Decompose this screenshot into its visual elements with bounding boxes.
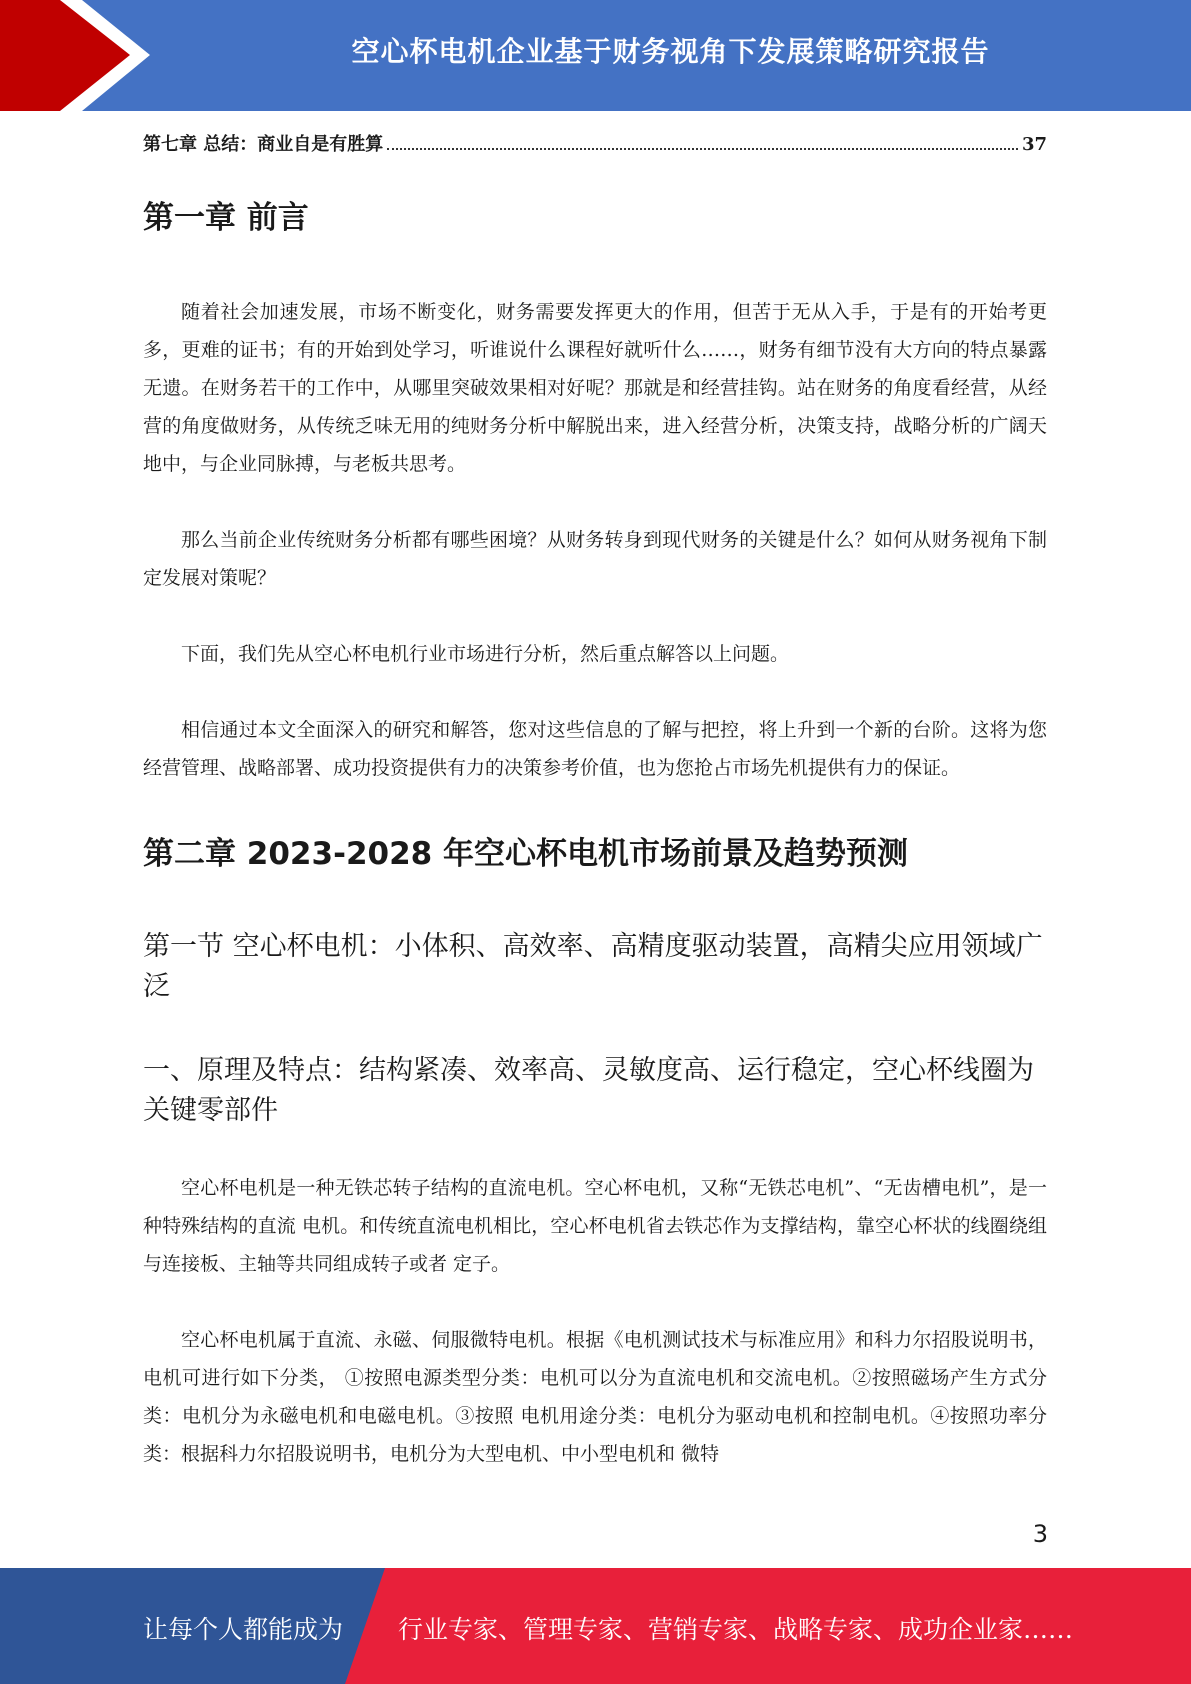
toc-entry[interactable] [143, 130, 1047, 156]
footer-slogan-right: 行业专家、管理专家、营销专家、战略专家、成功企业家…… [398, 1615, 1074, 1644]
page-number: 3 [1032, 1520, 1048, 1548]
header-red-chevron [0, 0, 160, 111]
subsection-heading: 一、原理及特点：结构紧凑、效率高、灵敏度高、运行稳定，空心杯线圈为关键零部件 [143, 1055, 1034, 1126]
chapter2-paragraph: 空心杯电机属于直流、永磁、伺服微特电机。根据《电机测试技术与标准应用》和科力尔招股说明书，电机可进行如下分类， ①按照电源类型分类：电机可以分为直流电机和交流电机。②按照磁场产生方式分类：电机分为永磁电机和电磁电机。③按照 电机用途分类：电机分为驱动电机和控制电机。④按照功率分类：根据科力尔招股说明书，电机分为大型电机、中小型电机和 微特 [143, 1329, 1047, 1465]
toc-entry-label: 第七章 总结：商业自是有胜算 [143, 134, 384, 155]
document-body [143, 195, 1047, 1473]
section-heading: 第一节 空心杯电机：小体积、高效率、高精度驱动装置，高精尖应用领域广泛 [143, 931, 1043, 1002]
chapter1-paragraph: 相信通过本文全面深入的研究和解答，您对这些信息的了解与把控，将上升到一个新的台阶。这将为您经营管理、战略部署、成功投资提供有力的决策参考价值，也为您抢占市场先机提供有力的保证。 [143, 719, 1047, 779]
chapter1-paragraph: 随着社会加速发展，市场不断变化，财务需要发挥更大的作用，但苦于无从入手，于是有的开始考更多，更难的证书；有的开始到处学习，听谁说什么课程好就听什么……，财务有细节没有大方向的特点暴露无遗。在财务若干的工作中，从哪里突破效果相对好呢？那就是和经营挂钩。站在财务的角度看经营，从经营的角度做财务，从传统乏味无用的纯财务分析中解脱出来，进入经营分析，决策支持，战略分析的广阔天地中，与企业同脉搏，与老板共思考。 [143, 301, 1047, 475]
footer-slogan-left: 让每个人都能成为 [143, 1615, 344, 1644]
toc-leader-dots [387, 147, 1018, 150]
chapter2-title: 第二章 2023-2028 年空心杯电机市场前景及趋势预测 [143, 836, 909, 872]
toc-entry-page: 37 [1021, 134, 1047, 155]
page-footer [0, 1568, 1191, 1684]
report-title: 空心杯电机企业基于财务视角下发展策略研究报告 [351, 35, 990, 68]
page-header [0, 0, 1191, 111]
chapter1-paragraph: 下面，我们先从空心杯电机行业市场进行分析，然后重点解答以上问题。 [181, 643, 790, 665]
chapter1-paragraph: 那么当前企业传统财务分析都有哪些困境？从财务转身到现代财务的关键是什么？如何从财务视角下制定发展对策呢？ [143, 529, 1047, 589]
chapter1-title: 第一章 前言 [143, 200, 309, 236]
chapter2-paragraph: 空心杯电机是一种无铁芯转子结构的直流电机。空心杯电机，又称“无铁芯电机”、“无齿槽电机”，是一种特殊结构的直流 电机。和传统直流电机相比，空心杯电机省去铁芯作为支撑结构，靠空心杯状的线圈绕组与连接板、主轴等共同组成转子或者 定子。 [143, 1177, 1047, 1275]
